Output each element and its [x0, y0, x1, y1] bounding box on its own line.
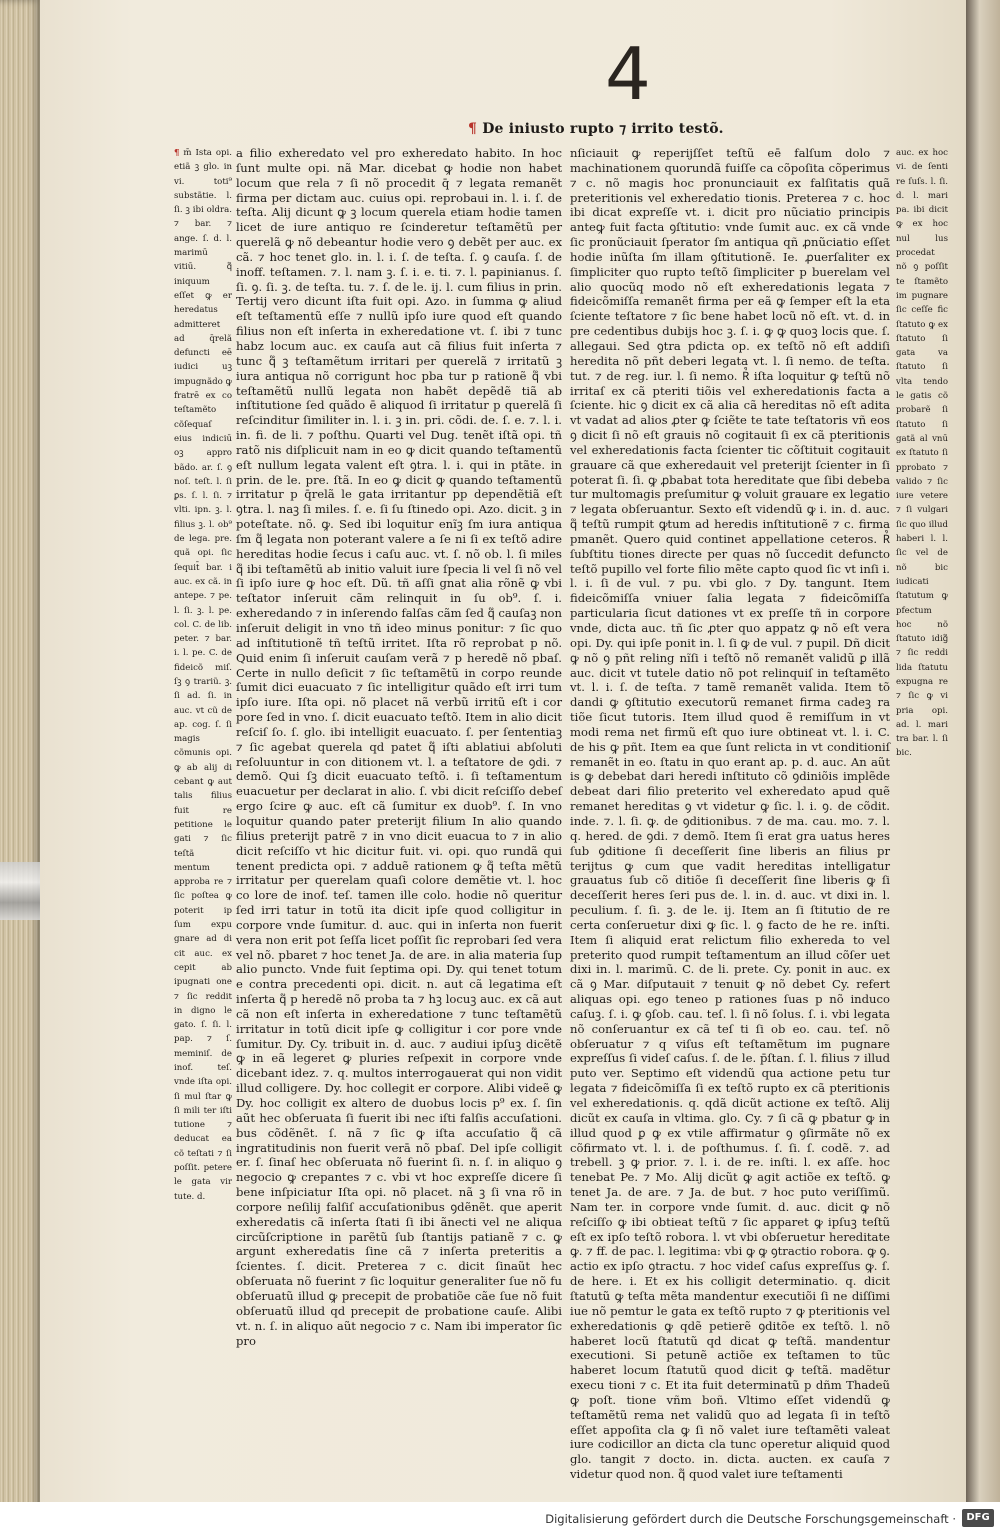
- column-1-text: a filio exheredato vel pro exheredato habito. In hoc ſunt multe opi. nã Mar. dicebat ꝙ hodie non habet locum que rela ⁊ ſi nõ procedit q̄ ⁊ legata remanẽt firma per dictam auc. cuius opi. reprobaui in. l. i. ſ. de teſta. Alij dicunt ꝙ ꝫ locum querela etiam hodie tamen licet de iure antiquo re ſcinderetur teſtamẽtũ per querelã ꝙ nõ debeantur hodie vero ꝯ debẽt per auc. ex cã. ⁊ hoc tenet glo. in. l. i. ſ. de teſta. ſ. ꝯ cauſa. ſ. de inoff. teſtamen. ⁊. l. nam ꝫ. ſ. i. e. ti. ⁊. l. papinianus. ſ. ſi. ꝯ. ſi. ꝫ. de teſta. tu. ⁊. ſ. de le. ij. l. cum filius in prin. Tertij vero dicunt iſta fuit opi. Azo. in ſumma ꝙ aliud eſt teſtamentũ eſſe ⁊ nullũ ipſo iure quod eſt quando filius non eſt inſerta in exheredatione vt. ſ. ibi ⁊ tunc habz locum auc. ex cauſa aut cã filius fuit inſerta ⁊ tunc q᷑ ꝫ teſtamẽtum irritari per querelã ⁊ irritatũ ꝫ iura antiqua nõ corrigunt hoc pba tur p rationẽ q᷑ vbi teſtamẽtũ nullũ legata non habẽt depẽdẽ tiã ab inſtitutione ſed quãdo ē aliquod ſi irritatur p querelã ſi reſcinditur ſimiliter in. l. i. ꝫ in. pri. cõdi. de. ſ. e. ⁊. l. i. in. fi. de li. ⁊ poſthu. Quarti vel Dug. tenẽt iſtã opi. tñ ratõ nis diſplicuit nam in eo ꝙ dicit quando teſtamentũ eſt nullum legata valent eſt ꝯtra. l. i. qui in ptãte. in prin. de le. pre. ſtã. In eo ꝙ dicit ꝙ quando teſtamentũ irritatur p q̄relã le gata irritantur pp dependẽtiã eſt ꝯtra. l. naꝫ ſi miles. ſ. e. ſi ſu ſtinedo opi. Azo. dicit. ꝫ in poteſtate. nõ. ꝙ. Sed ibi loquitur enĩꝫ ſm iura antiqua ſm q᷑ legata non poterant valere a ſe ni ſi ex teſtõ adire hereditas hodie ſecus i caſu auc. vt. ſ. nõ ob. l. ſi miles q᷑ ibi teſtamẽtũ ab initio valuit iure ſpecia li vel ſi nõ vel ſi ipſo iure ꝙ hoc eſt. Dũ. tñ aſſi gnat alia rõnẽ ꝙ vbi teſtator inſeruit cãm relinquit in ſu ob⁹. ſ. i. exheredando ⁊ in inſerendo falſas cãm ſed q᷑ cauſaꝫ non inſeruit deligit in vno tñ ideo minus ponitur: ⁊ ſic quo ad inſtitutionẽ tñ teſtũ irritet. Iſta rõ reprobat p nõ. Quid enim ſi inſeruit cauſam verã ⁊ p heredẽ nõ pbaſ. Certe in nullo deſicit ⁊ ſic teſtamẽtũ in corpo reunde ſumit dici euacuato ⁊ ſic intelligitur quãdo eſt irri tum ipſo iure. Iſta opi. nõ placet nã verbũ irritũ eſt i cor pore ſed in vno. ſ. dicit euacuato teſtõ. Item in alio dicit reſciſ ſo. ſ. glo. ibi intelligit euacuato. ſ. per ſententiaꝫ ⁊ ſic agebat querela qd patet q᷑ iſti ablatiui abſoluti reſoluuntur in con ditionem vt. l. a teſtatore de ꝯdi. ⁊ demõ. Qui ſꝫ dicit euacuato teſtõ. i. ſi teſtamentum euacuetur per declarat in alio. ſ. vbi dicit reſciſſo debeſ ergo ſcire ꝙ auc. eſt cã ſumitur ex duob⁹. ſ. In vno loquitur quando pater preterijt filium In alio quando filius preterijt patrẽ ⁊ in vno dicit euacua to ⁊ in alio dicit reſciſſo vt hic dicitur fuit. vi. opi. quo rundã qui tenent predicta opi. ⁊ adduẽ rationem ꝙ q᷑ teſta mẽtũ irritatur per querelam quaſi colore demẽtie vt. l. hoc co lore de inof. teſ. tamen ille colo. hodie nõ queritur ſed irri tatur in totũ ita dicit ipſe quod colligitur in corpore vnde ſumitur. d. auc. qui in inſerta non fuerit vera non erit pot ſeſſa licet poſſit ſic reprobari ſed vera vel nõ. pbaret ⁊ hoc tenet Ja. de are. in alia materia ſup alio puncto. Vnde fuit ſeptima opi. Dy. qui tenet totum e contra precedenti opi. dicit. n. aut cã legatima eſt inſerta q᷑ p heredẽ nõ proba ta ⁊ hꝫ locuꝫ auc. ex cã aut cã non eſt inſerta in exheredatione ⁊ tunc teſtamẽtũ irritatur in totũ dicit ipſe ꝙ colligitur i cor pore vnde ſumitur. Dy. Cy. tribuit in. d. auc. ⁊ audiui ipſuꝫ dicẽtẽ ꝙ in eã legeret ꝙ pluries reſpexit in corpore vnde dicebant idez. ⁊. q. multos interrogauerat qui non vidit illud colligere. Dy. hoc collegit er corpore. Alibi videẽ ꝙ Dy. hoc colligit ex altero de duobus locis p⁹ ex. ſ. ſin aũt hec obſeruata ſi fuerit ibi nec iſti falſis accuſationi. bus cõdẽnẽt. ſ. nã ⁊ ſic ꝙ iſta accuſatio q᷑ cã ingratitudinis non fuerit verā nõ pbaſ. Del ipſe colligit er. ſ. ſinaſ hec obſeruata nõ fuerint ſi. n. ſ. in aliquo ꝯ negocio ꝙ crepantes ⁊ c. vbi vt hoc expreſſe dicere ſi bene inſpiciatur Iſta opi. nõ placet. nã ꝫ ſi vna rõ in corpore neſilij falſiſ accuſationibus ꝯdẽnẽt. que aperit exheredatis cã inſerta ſtati ſi ibi ãnecti vel ne aliqua circũſcriptione in parẽtũ ſub ſtantijs patianẽ ⁊ c. ꝙ argunt exheredatis ſine cã ⁊ inſerta preteritis a ſcientes. ſ. dicit. Preterea ⁊ c. dicit ſinaũt hec obſeruata nõ fuerint ⁊ ſic loquitur generaliter ſue nõ fu obſeruatũ illud ꝙ precepit de probatiõe cãe ſue nõ fuit obſeruatũ illud qd precepit de probatione cauſe. Alibi vt. n. ſ. in aliquo aũt negocio ⁊ c. Nam ibi imperator ſic pro: [236, 146, 562, 1348]
- footer-credit: Digitalisierung gefördert durch die Deutsche Forschungsgemeinschaft ·: [545, 1512, 956, 1526]
- red-pilcrow-icon: ¶: [468, 121, 478, 137]
- dfg-logo: DFG: [962, 1509, 994, 1527]
- column-2-text: nſiciauit ꝙ reperijſſet teſtũ eē falſum dolo ⁊ machinationem quorundã fuiſſe ca cõpoſita cõperimus ⁊ c. nõ magis hoc pronunciauit ex falſitatis quã preteritionis vel exheredatio tionis. Preterea ⁊ c. hoc ibi dicat expreſſe vt. i. dicit pro nũciatio principis anteꝙ fuit facta ꝯſtitutio: vnde ſumit auc. ex cã vnde ſic pronũciauit ſperator ſm antiqua qñ ꝓnũciatio eſſet hodie inũſta ſm illam ꝯſtitutionẽ. Ie. ꝓuerſaliter ex ſimpliciter quo rupto teſtõ ſimpliciter p buerelam vel alio quocũq modo nõ eſt exheredationis legata ⁊ fideicõmiſſa remanẽt firma per eã ꝙ ſemper eſt la eta ſciente teſtatore ⁊ ſic bene habet locũ nõ eſt. vt. d. in pre cedentibus dubijs hoc ꝫ. ſ. i. ꝙ ꝙ quoꝫ locis que. ſ. allegaui. Sed ꝯtra pdicta op. ex teſtõ nõ eſt addiſi heredita nõ pñt deberi legata vt. l. ſi nemo. de teſta. tut. ⁊ de reg. iur. l. ſi nemo. R᷒ iſta loquitur ꝙ teſtũ nõ irritaſ ex cã pteriti tiõis vel exheredationis facta a ſciente. hic ꝯ dicit ex cã alia cã hereditas nõ eſt adita vt vadat ad alios ꝓter ꝙ ſciẽte te tate teſtatoris vñ eos ꝯ dicit ſi nõ eſt grauis nõ cogitauit ſi ex cã pteritionis vel exheredationis facta ſcienter tic cõſtituit cogitauit grauare cã que exheredauit vel preterijt ſcienter in ſi poterat ſi. ſi. ꝙ ꝓbabat tota hereditate que ſibi debeba tur multomagis preſumitur ꝙ voluit grauare ex legatio ⁊ legata obſeruantur. Sexto eſt videndũ ꝙ i. in. d. auc. q᷑ teſtũ rumpit ꝙtum ad heredis inſtitutionẽ ⁊ c. firma pmanẽt. Quero quid continet appellatione ceteros. R᷒ ſubſtitu tiones directe per quas nõ ſuccedit defuncto teſtõ pupillo vel forte filio mẽte capto quod ſic vt inſi i. l. i. ſi de vul. ⁊ pu. vbi glo. ⁊ Dy. tangunt. Item fideicõmiſſa vniuer ſalia legata ⁊ fideicõmiſſa particularia ſicut dationes vt ex preſſe tñ in corpore vnde, dicta auc. tñ ſic ꝓter quo appatz ꝙ nõ eſt vera opi. Dy. qui ipſe ponit in. l. ſi ꝙ de vul. ⁊ pupil. Dñ dicit ꝙ nõ ꝯ pñt reling nĩſi i teſtõ nõ remanẽt validũ ꝑ illã auc. dicit vt tutele datio nõ pot relinquiſ in teſtamẽto vt. l. i. ſ. de teſta. ⁊ tamẽ remanẽt valida. Item tõ dandi ꝙ ꝯſtitutio executorũ remanet firma cadeꝫ ra tiõe ſicut tutoris. Item illud quod ẽ remiſſum in vt modi rema net firmũ eſt quo iure obtineat vt. l. i. C. de his ꝙ pñt. Item ea que ſunt relicta in vt conditioniſ remanẽt in eo. ſtatu in quo erant ap. p. d. auc. An aũt is ꝙ debebat dari heredi inſtituto cõ ꝯdiniõis implẽde debeat dari filio preterito vel exheredato apud quẽ remanet hereditas ꝯ vt videtur ꝙ ſic. l. i. ꝯ. de cõdit. inde. ⁊. l. ſi. ꝙ. de ꝯditionibus. ⁊ de ma. cau. mo. ⁊. l. q. hered. de ꝯdi. ⁊ demõ. Item ſi erat gra uatus heres ſub ꝯditione ſi deceſſerit ſine liberis an filius pr terijtus ꝙ cum que vadit hereditas intelligatur grauatus ſub cõ ditiõe ſi deceſſerit ſine liberis ꝙ ſi deceſſerit heres ſeri pus de. l. in. d. auc. vt dixi in. l. peculium. ſ. ſi. ꝫ. de le. ij. Item an ſi ſtitutio de re certa conſeruetur dixi ꝙ ſic. l. ꝯ facto de he re. inſti. Item ſi aliquid erat relictum filio exhereda to vel preterito quod rumpit teſtamentum an illud cõſer uet dixi in. l. marimũ. C. de li. prete. Cy. ponit in auc. ex cã ꝯ Mar. diſputauit ⁊ tenuit ꝙ nõ debet Cy. refert aliquas opi. ego teneo p rationes ſuas p nõ induco caſuꝫ. ſ. i. ꝙ ꝯſob. cau. teſ. l. ſi nõ ſolus. ſ. i. vbi legata nõ conſeruantur ex cã teſ ti ſi ob eo. cau. teſ. nõ obſeruatur ⁊ q viſus eſt teſtamẽtum im pugnare expreſſus ſi videſ caſus. ſ. de le. p̄ſtan. ſ. l. filius ⁊ illud puto ver. Septimo eſt videndũ qua actione petu tur legata ⁊ fideicõmiſſa ſi ex teſtõ rupto ex cã pteritionis vel exheredationis. q. qdã dicũt actione ex teſtõ. Alij dicũt ex cauſa in vltima. glo. Cy. ⁊ ſi cã ꝙ pbatur ꝙ in illud quod ꝑ ꝙ ex vtile affirmatur ꝯ ꝯſirmãte nõ ex cõfirmato vt. l. i. de poſthumus. ſ. ſi. ſ. codẽ. ⁊. ad trebell. ꝫ ꝙ prior. ⁊. l. i. de re. inſti. l. ex aſſe. hoc tenebat Pe. ⁊ Mo. Alij dicũt ꝙ agit actiõe ex teſtõ. ꝙ tenet Ja. de are. ⁊ Ja. de but. ⁊ hoc puto veriſſimũ. Nam ter. in corpore vnde ſumit. d. auc. dicit ꝙ nõ reſciſſo ꝙ ibi obtieat teſtũ ⁊ ſic apparet ꝙ ipſuꝫ teſtũ eſt ex ipſo teſtõ robora. l. vt vbi obſeruetur hereditate ꝙ. ⁊ ff. de pac. l. legitima: vbi ꝙ ꝙ ꝯtractio robora. ꝙ ꝯ. actio ex ipſo ꝯtractu. ⁊ hoc videſ caſus expreſſus ꝙ. ſ. de here. i. Et ex his colligit determinatio. q. dicit ſtatutũ ꝙ teſta mẽta mandentur executiõi ſi ne diſſimi iue nõ pemtur le gata ex teſtõ rupto ⁊ ꝙ pteritionis vel exheredationis ꝙ qdẽ petierẽ ꝯditõe ex teſtõ. l. nõ haberet locũ ſtatutũ qd dicat ꝙ teſtã. mandentur executioni. Si petunẽ actiõe ex teſtamen to tũc haberet locum ſtatutũ quod dicit ꝙ teſtã. madẽtur execu tioni ⁊ c. Et ita fuit determinatũ p dñm Thadeũ ꝙ poſt. tione vñm boñ. Vltimo eſſet videndũ ꝙ teſtamẽtũ rema net validũ quo ad legata ſi in teſtõ eſſet appoſita cla ꝙ ſi nõ valet iure teſtamẽti valeat iure codicillor an dicta cla tunc operetur aliquid quod glo. tangit ⁊ docto. in. dicta. aucten. ex cauſa ⁊ videtur quod non. q᷑ quod valet iure teſtamenti: [570, 146, 890, 1482]
- handwritten-folio-number: 4: [605, 32, 651, 116]
- text-column-2: [570, 146, 890, 1482]
- left-gloss-text: m̄ Ista opi. etiã ꝫ glo. in vi. toti⁹ substãtie. l. ſi. ꝫ ibi oldra. ⁊ bar. ⁊ ange. ſ. d. l. marimū vitiū. q᷑ iniquum eſſet ꝙ er heredatus admitteret ad q̄relã defuncti eē iudici uꝫ impugnãdo ꝙ fratrē ex co teſtamẽto cõſequaſ eius indiciū oꝫ appro bãdo. ar. ſ. ꝯ noſ. teſt. l. ſi ꝑs. ſ. l. ſi. ⁊ vlti. ipn. ꝫ. l. filius ꝫ. l. ob⁹ de lega. pre. quã opi. ſic ſequit̄ bar. i auc. ex cã. in antepe. ⁊ pe. l. ſi. ꝫ. l. pe. col. C. de lib. peter. ⁊ bar. i. l. pe. C. de fideicõ miſ. ſꝫ ꝯ trariũ. ꝫ. ſi ad. ſi. in auc. vt cũ de ap. cog. ſ. ſi magis cõmunis opi. ꝙ ab alij di cebant ꝙ aut talis filius fuit re petitione le gati ⁊ ſic teſtã mentum approba re ⁊ ſic poſtea ꝙ poterit ip ſum expu gnare ad di cit auc. ex cepit ab ipugnati one ⁊ ſic reddit in digno le gato. ſ. ſi. l. pap. ⁊ ſ. meminiſ. de inof. teſ. vnde iſta opi. ſi mul ſtar ꝙ ſi mili ter iſti tutione ⁊ deducat ea cõ teſtati ⁊ ſi poſſit. petere le gata vir tute. d.: [174, 148, 232, 1202]
- running-head: [468, 118, 768, 140]
- book-fore-edge-right: [966, 0, 1000, 1502]
- digitization-footer: [0, 1502, 1000, 1534]
- red-pilcrow-icon: ¶: [174, 148, 180, 158]
- left-marginal-gloss: [174, 146, 232, 1302]
- right-marginal-gloss: [896, 146, 948, 864]
- running-head-text: De iniusto rupto ⁊ irrito testõ.: [482, 121, 724, 137]
- book-fore-edge-left: [0, 0, 42, 1534]
- text-column-1: [236, 146, 562, 1348]
- right-gloss-text: auc. ex hoc vi. de ſenti re ſuſs. l. ſi. d. l. mari pa. ibi dicit ꝙ ex hoc nul lus procedat nõ ꝯ poſſit te ſtamẽto im pugnare ſic ceſſe fic ſtatuto ꝙ ex ſtatuto ſi gata va ſtatuto ſi vlta tendo le gatis cõ probarẽ ſi ſtatuto ſi gatã al vnū ex ſtatuto ſi pprobato ⁊ valido ⁊ ſic iure vetere ⁊ ſi vulgari ſic quo illud haberi l. l. ſic vel de nõ bic iudicati ſtatutum ꝙ pfectum hoc nõ ſtatuto idig᷑ ⁊ ſic reddi lida ſtatutu expugna re ⁊ ſic ꝙ vi pria opi. ad. l. mari tra bar. l. ſi bic.: [896, 148, 948, 759]
